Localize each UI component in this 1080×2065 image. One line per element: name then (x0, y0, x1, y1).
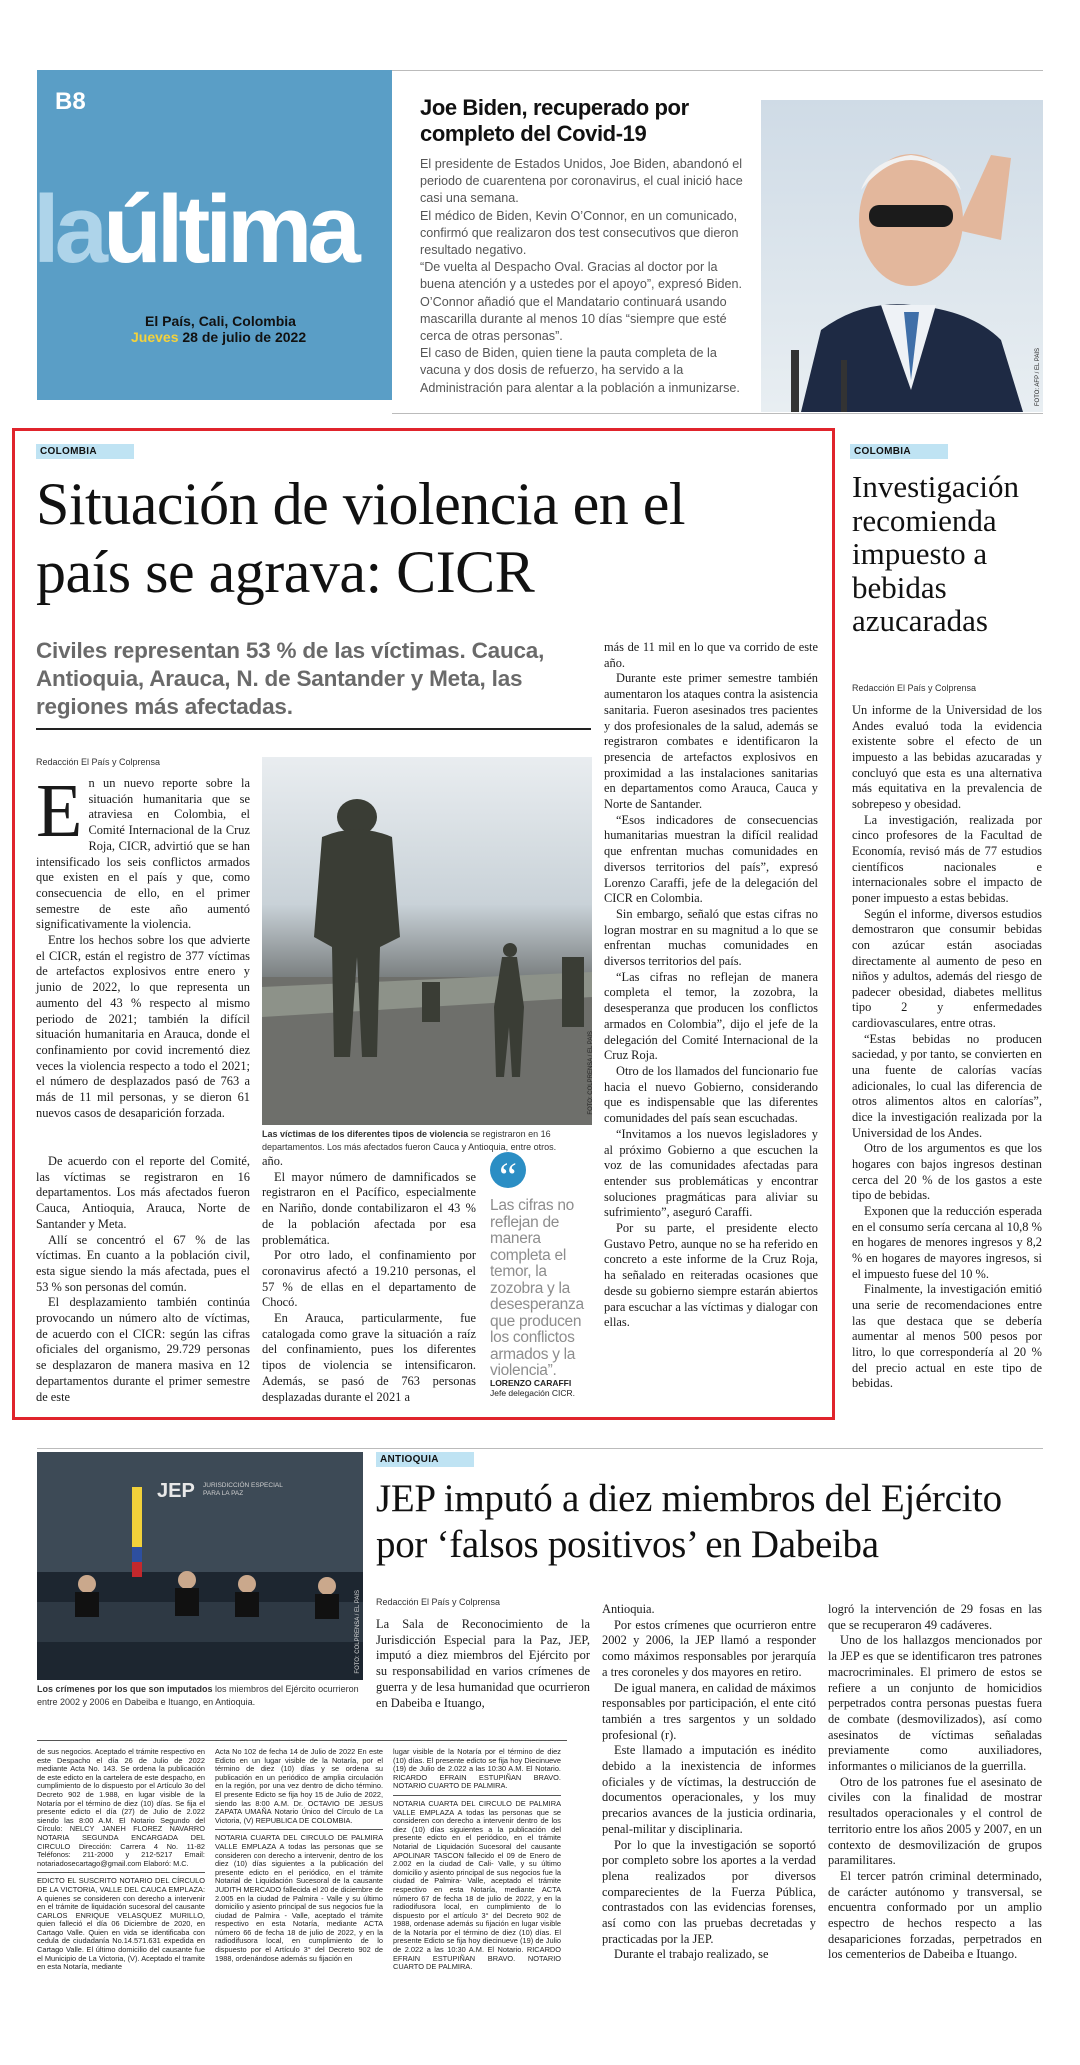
jep-section-tag: ANTIOQUIA (376, 1452, 474, 1467)
quote-author: LORENZO CARAFFI (490, 1378, 572, 1388)
jep-caption-bold: Los crímenes por los que son imputados (37, 1684, 213, 1694)
dropcap: E (36, 769, 83, 853)
cicr-col2-p1: año. (262, 1154, 283, 1168)
soldiers-photo (262, 757, 592, 1125)
cicr-col2-p4: En Arauca, particularmente, fue catalogada como grave la situación a raíz del confinamiento, pues los diferentes tipos de violencia se intensificaron. Además, se pasó de 763 personas desplazadas durante el 2021 a (262, 1311, 476, 1404)
biden-headline: Joe Biden, recuperado por completo del Covid-19 (420, 95, 689, 146)
jep-byline: Redacción El País y Colprensa (376, 1597, 501, 1607)
biden-photo (761, 100, 1043, 412)
jep-c2-p4: Este llamado a imputación es inédito debido a la inexistencia de informes oficiales y de víctimas, la destrucción de documentos operacionales, y los muy precarios avances de la justicia ordinaria, penal-militar y disciplinaria. (602, 1743, 816, 1836)
legal-a2: EDICTO EL SUSCRITO NOTARIO DEL CÍRCULO DE LA VICTORIA, VALLE DEL CAUCA EMPLAZA: A quienes se consideren con derecho a intervenir en el trámite de liquidación sucesoral del causante CARLOS ENRIQUE VELASQUEZ MURILLO, quien falleció el día 06 Diciembre de 2020, en Cartago Valle. Quien en vida se identificaba con cedula de ciudadanía No.14.571.631 expedida en Cartago Valle. El último domicilio del causante fue el Municipio de La Victoria, (V). Aceptado el tramite en esta Notaría, mediante (37, 1876, 205, 1972)
legal-c1: lugar visible de la Notaría por el término de diez (10) días. El presente edicto se fija hoy Diecinueve (19) de Julio de 2.022 a las 10:30 A.M. El Notario. RICARDO EFRAIN ESTUPIÑAN BRAVO. NOTARIO CUARTO DE PALMIRA. (393, 1747, 561, 1791)
date-line (131, 329, 306, 345)
soldiers-photo-credit: FOTO: COLPRENSA / EL PAÍS (588, 1031, 594, 1115)
legal-col1 (37, 1748, 205, 1972)
legal-divider (215, 1829, 383, 1830)
caption-bold: Las víctimas de los diferentes tipos de violencia (262, 1129, 469, 1139)
cicr-col2-p2: El mayor número de damnificados se registraron en el Pacífico, especialmente en Nariño, donde contabilizaron el 43 % de la población afectada por esa problemática. (262, 1169, 476, 1247)
legal-c2: NOTARIA CUARTA DEL CIRCULO DE PALMIRA VALLE EMPLAZA A todas las personas que se consideren con derecho a intervenir dentro de los diez (10) días siguientes a la publicación del presente edicto en el periódico, en el trámite Notarial de Liquidación Sucesoral del causante APOLINAR TASCON fallecido el 09 de Enero de 2.002 en la ciudad de Cali- Valle, y su último domicilio y asiento principal de sus negocios fue la ciudad de Palmira- Valle, aceptado el trámite respectivo en esta Notaría, mediante ACTA número 67 de fecha 18 de julio de 2022, y en la radiodifusora local, en cumplimiento de lo dispuesto por el artículo 3° del Decreto 902 de 1988, ordenase además su fijación en lugar visible de la Notaría por el término de diez (10) días. El presente Edicto se fija hoy diecinueve (19) de Julio de 2.022 a las 10:30 A.M. El Notario. RICARDO EFRAIN ESTUPIÑAN BRAVO. NOTARIO CUARTO DE PALMIRA. (393, 1798, 561, 1972)
jep-col2 (602, 1602, 816, 1963)
jep-col1 (376, 1617, 590, 1711)
biden-p1: El presidente de Estados Unidos, Joe Biden, abandonó el periodo de cuarentena por coronavirus, el cual inició hace casi una semana. (420, 157, 743, 206)
cicr-col3-p1: más de 11 mil en lo que va corrido de este año. (604, 640, 818, 670)
soldiers-photo-caption (262, 1128, 592, 1154)
cicr-col3 (604, 640, 818, 1331)
mid-rule (37, 1448, 1043, 1449)
jep-c3-p3: Otro de los patrones fue el asesinato de civiles con la finalidad de mostrar resultados operacionales y el control de territorio entre los años 2005 y 2007, en un contexto de desmovilización de grupos paramilitares. (828, 1774, 1042, 1868)
cicr-section-tag: COLOMBIA (36, 444, 134, 459)
biden-photo-credit: FOTO: AFP / EL PAÍS (1035, 347, 1041, 406)
jep-col3 (828, 1602, 1042, 1963)
legal-col3 (393, 1748, 561, 1972)
jep-c1: La Sala de Reconocimiento de la Jurisdicción Especial para la Paz, JEP, imputó a diez miembros del Ejército por su responsabilidad en varios crímenes de guerra y de lesa humanidad que ocurrieron en Dabeiba e Ituango, (376, 1617, 590, 1710)
sugar-headline: Investigación recomienda impuesto a bebidas azucaradas (852, 469, 1020, 638)
sugar-byline: Redacción El País y Colprensa (852, 683, 977, 693)
sugar-p5: Otro de los argumentos es que los hogares con bajos ingresos destinan cerca del 20 % de los gastos a este tipo de bebidas. (852, 1141, 1042, 1203)
quote-icon: “ (490, 1152, 526, 1188)
jep-c2-p2: Por estos crímenes que ocurrieron entre 2002 y 2006, la JEP llamó a responder como máximos responsables por jerarquía a tres coroneles y dos mayores en retiro. (602, 1617, 816, 1679)
logo-ultima: última (103, 176, 356, 283)
pull-quote: Las cifras no reflejan de manera completa el temor, la zozobra y la desesperanza que producen los conflictos armados y la violencia”. (490, 1197, 584, 1379)
jep-c2-p1: Antioquia. (602, 1602, 655, 1616)
biden-body (420, 156, 745, 397)
publication-line: El País, Cali, Colombia (145, 313, 296, 329)
jep-photo-credit: FOTO: COLPRENSA / EL PAÍS (355, 1590, 361, 1674)
cicr-headline: Situación de violencia en el país se agrava: CICR (36, 471, 686, 605)
biden-p2: El médico de Biden, Kevin O’Connor, en un comunicado, confirmó que realizaron dos test consecutivos que dieron resultado negativo. (420, 208, 739, 258)
cicr-byline: Redacción El País y Colprensa (36, 757, 161, 767)
cicr-col1-p2: Entre los hechos sobre los que advierte el CICR, están el registro de 377 víctimas de artefactos explosivos entre enero y junio de 2022, lo que representa un aumento del 43 % respecto al mismo periodo de 2021; también la difícil situación humanitaria en Arauca, donde el confinamiento por covid incrementó diez veces la violencia respecto a todo el 2021; el número de desplazados pasó de 763 a más de 11 mil personas, y se dieron 61 nuevos casos de desaparición forzada. (36, 933, 250, 1120)
sugar-p6: Exponen que la reducción esperada en el consumo sería cercana al 10,8 % en hogares de menores ingresos y 8,2 % en hogares de mayores ingresos, si el impuesto fuese del 10 %. (852, 1204, 1042, 1281)
jep-c2-p3: De igual manera, en calidad de máximos responsables por participación, el ente citó también a tres sargentos y un soldado profesional (r). (602, 1680, 816, 1742)
sugar-p2: La investigación, realizada por cinco profesores de la Facultad de Economía, revisó más de 77 estudios científicos nacionales e internacionales sobre el impacto de poner impuesto a estas bebidas. (852, 812, 1042, 905)
sugar-p1: Un informe de la Universidad de los Andes evaluó toda la evidencia existente sobre el efecto de un impuesto a las bebidas azucaradas y concluyó que esta es una alternativa más equitativa en la prevalencia de sobrepeso y obesidad. (852, 703, 1042, 811)
sugar-body (852, 703, 1042, 1392)
legal-b1: Acta No 102 de fecha 14 de Julio de 2022 En este Edicto en un lugar visible de la Notaría, por el término de diez (10) días y se ordena su publicación en un periódico de amplia circulación en la región, por una vez dentro de dicho término. El presente Edicto se fija hoy 15 de Julio de 2022, siendo las 8:00 A.M. Dr. OCTAVIO DE JESUS ZAPATA UMAÑA Notario Único del Círculo de La Victoria, (V) REPUBLICA DE COLOMBIA. (215, 1747, 383, 1825)
biden-p4: El caso de Biden, quien tiene la pauta completa de la vacuna y dos dosis de refuerzo, ha servido a la Administración para alentar a la población a inmunizarse. (420, 346, 740, 395)
jep-sign: JEP (157, 1480, 195, 1502)
page-number: B8 (55, 88, 86, 115)
masthead-logo (33, 176, 356, 283)
biden-p3: “De vuelta al Despacho Oval. Gracias al doctor por la buena atención y a ustedes por el apoyo”, expresó Biden. O’Connor añadió que el Mandatario continuará usando mascarilla durante al menos 10 días “siempre que esté cerca de otras personas”. (420, 260, 743, 344)
cicr-col3-p6: Otro de los llamados del funcionario fue hacia el nuevo Gobierno, considerando que es indispensable que las diferentes comunidades del país sean escuchadas. (604, 1063, 818, 1126)
sugar-p4: “Estas bebidas no producen saciedad, y por tanto, se convierten en una fuente de calorías vacías adicionales, lo cual las diferencia de otros alimentos altos en calorías”, dice la investigación realizada por la Universidad de los Andes. (852, 1031, 1042, 1140)
masthead-block (33, 70, 392, 400)
cicr-col3-p8: Por su parte, el presidente electo Gustavo Petro, aunque no se ha referido en concreto a este informe de la Cruz Roja, ha señalado en reiteradas ocasiones que desde su gobierno siempre estarán abiertos para escuchar a las víctimas y dialogar con ellas. (604, 1221, 818, 1330)
cicr-subhead: Civiles representan 53 % de las víctimas. Cauca, Antioquia, Arauca, N. de Santander y Meta, las regiones más afectadas. (36, 638, 545, 719)
jep-c2-p5: Por lo que la investigación se soportó por completo sobre los aportes a la verdad plena realizados por diversos comparecientes de la Fuerza Pública, contrastados con las evidencias forenses, así como con las pruebas decretadas y practicadas por la JEP. (602, 1837, 816, 1946)
cicr-col1-lower (36, 1154, 250, 1405)
subhead-rule (36, 728, 591, 730)
legal-col2 (215, 1748, 383, 1963)
jep-caption-text: los miembros del Ejército ocurrieron entre 2002 y 2006 en Dabeiba e Ituango, en Antioquia. (37, 1684, 359, 1707)
cicr-col2 (262, 1154, 476, 1405)
cicr-lead: n un nuevo reporte sobre la situación humanitaria que se atraviesa en Colombia, el Comité Internacional de la Cruz Roja, CICR, advirtió que se han intensificado los seis conflictos armados que existen en el país y que, como consecuencia de ello, en el primer semestre de este año aumentó significativamente la violencia. (36, 776, 250, 932)
weekday: Jueves (131, 329, 179, 345)
cicr-col3-p5: “Las cifras no reflejan de manera completa el temor, la zozobra, la desesperanza que producen los conflictos armados en Colombia”, dijo el jefe de la delegación del Comité Internacional de la Cruz Roja. (604, 969, 818, 1063)
quote-role: Jefe delegación CICR. (490, 1388, 576, 1398)
cicr-col3-p7: “Invitamos a los nuevos legisladores y al próximo Gobierno a que escuchen la voz de las comunidades afectadas para entender sus problemáticas y encontrar soluciones pragmáticas para aliviar su sufrimiento”, aseguró Caraffi. (604, 1126, 818, 1220)
jep-photo (37, 1452, 363, 1680)
caption-text: se registraron en 16 departamentos. Los más afectados fueron Cauca y Antioquia, entre otros. (262, 1129, 557, 1152)
cicr-col2-p3: Por otro lado, el confinamiento por coronavirus afectó a 19.210 personas, el 57 % de ellas en el departamento de Chocó. (262, 1248, 476, 1310)
jep-c3-p2: Uno de los hallazgos mencionados por la JEP es que se identificaron tres patrones macrocriminales. El primero de estos se refiere a un conjunto de homicidios perpetrados contra personas puestas fuera de combate (desmovilizados), así como asesinatos de víctimas señaladas previamente como auxiliadores, informantes o milicianos de la guerrilla. (828, 1633, 1042, 1774)
logo-la: la (33, 176, 104, 283)
cicr-col1-p4: Allí se concentró el 67 % de las víctimas. En cuanto a la población civil, esta sigue siendo la más afectada, pues el 53 % son personas del común. (36, 1232, 250, 1294)
jep-c3-p1: logró la intervención de 29 fosas en las que se recuperaron 49 cadáveres. (828, 1602, 1042, 1632)
legal-rule (37, 1740, 567, 1741)
jep-headline: JEP imputó a diez miembros del Ejército por ‘falsos positivos’ en Dabeiba (376, 1477, 1002, 1566)
legal-a1: de sus negocios. Aceptado el trámite respectivo en este Despacho el día 26 de Julio de 2022 mediante Acta No. 143. Se ordena la publicación de este edicto en la cartelera de este despacho, en cumplimiento de lo dispuesto por el Artículo 3o del Decreto 902 de 1.988, en lugar visible de la Notaría por el término de diez (10) días. Se fija el presente edicto el día (27) de Julio de 2.022 siendo las 8:00 A.M. El Notario Segundo del Círculo: NELCY JANEH FLOREZ NAVARRO NOTARIA SEGUNDA ENCARGADA DEL CIRCULO Dirección: Carrera 4 No. 11-82 Teléfonos: 211-2000 y 212-5217 Email: notariadosecartago@gmail.com Elaboró: M.C. (37, 1747, 205, 1868)
jep-sign-sub: JURISDICCIÓN ESPECIAL PARA LA PAZ (203, 1482, 283, 1497)
cicr-col3-p3: “Esos indicadores de consecuencias humanitarias muestran la difícil realidad que enfrentan muchas comunidades en diversos territorios del país”, expresó Lorenzo Caraffi, jefe de la delegación del CICR en Colombia. (604, 812, 818, 906)
legal-divider (37, 1872, 205, 1873)
sugar-section-tag: COLOMBIA (850, 444, 948, 459)
legal-b2: NOTARIA CUARTA DEL CIRCULO DE PALMIRA VALLE EMPLAZA A todas las personas que se consideren con derecho a intervenir, dentro de los diez (10) días siguientes a la publicación del presente edicto en el periódico, en el trámite Notarial de Liquidación Sucesoral de la causante JUDITH MERCADO fallecida el 20 de diciembre de 2.005 en la ciudad de Palmira - Valle y su último domicilio y asiento principal de sus negocios fue la ciudad de Palmira - Valle, aceptado el trámite respectivo en esta Notaría, mediante ACTA número 66 de fecha 18 de julio de 2022, y en la radiodifusora local, en cumplimiento de lo dispuesto por el Artículo 3° del Decreto 902 de 1988, ordenándose además su fijación en (215, 1833, 383, 1963)
legal-divider (393, 1795, 561, 1796)
jep-c3-p4: El tercer patrón criminal determinado, de carácter autónomo y transversal, se encuentra conformado por un amplio espectro de hechos respecto a las desapariciones forzadas, perpetrados en los cementerios de Dabeiba e Ituango. (828, 1868, 1042, 1962)
sugar-p3: Según el informe, diversos estudios demostraron que consumir bebidas con azúcar están asociadas directamente al aumento de peso en niños y adultos, además del riesgo de padecer obesidad, diabetes mellitus tipo 2 y enfermedades cardiovasculares, entre otras. (852, 906, 1042, 1031)
jep-c2-p6: Durante el trabajo realizado, se (614, 1947, 769, 1962)
cicr-col1-p5: El desplazamiento también continúa provocando un número alto de víctimas, de acuerdo con el CICR: según las cifras oficiales del organismo, 29.729 personas se desplazaron de manera masiva en 12 departamentos durante el primer semestre de este (36, 1295, 250, 1404)
cicr-col1 (36, 769, 250, 1121)
sugar-p7: Finalmente, la investigación emitió una serie de recomendaciones entre las que destaca que se debería aumentar al menos 500 pesos por litro, lo que correspondería al 20 % del precio actual en este tipo de bebidas. (852, 1282, 1042, 1391)
top-bottom-rule (392, 413, 1043, 414)
cicr-col3-p2: Durante este primer semestre también aumentaron los ataques contra la asistencia sanitaria. Fueron asesinados tres pacientes y dos profesionales de la salud, además se registraron combates e identificaron la presencia de artefactos explosivos en proximidad a las instalaciones sanitarias en departamentos como Arauca, Cauca y Norte de Santander. (604, 671, 818, 812)
jep-photo-caption (37, 1683, 363, 1709)
cicr-col1-p3: De acuerdo con el reporte del Comité, las víctimas se registraron en 16 departamentos. Los más afectados fueron Cauca, Antioquia, Arauca, Norte de Santander y Meta. (36, 1154, 250, 1231)
date: 28 de julio de 2022 (182, 329, 307, 345)
cicr-col3-p4: Sin embargo, señaló que estas cifras no logran mostrar en su magnitud a lo que se enfrentan muchas comunidades en diversos territorios del país. (604, 906, 818, 969)
